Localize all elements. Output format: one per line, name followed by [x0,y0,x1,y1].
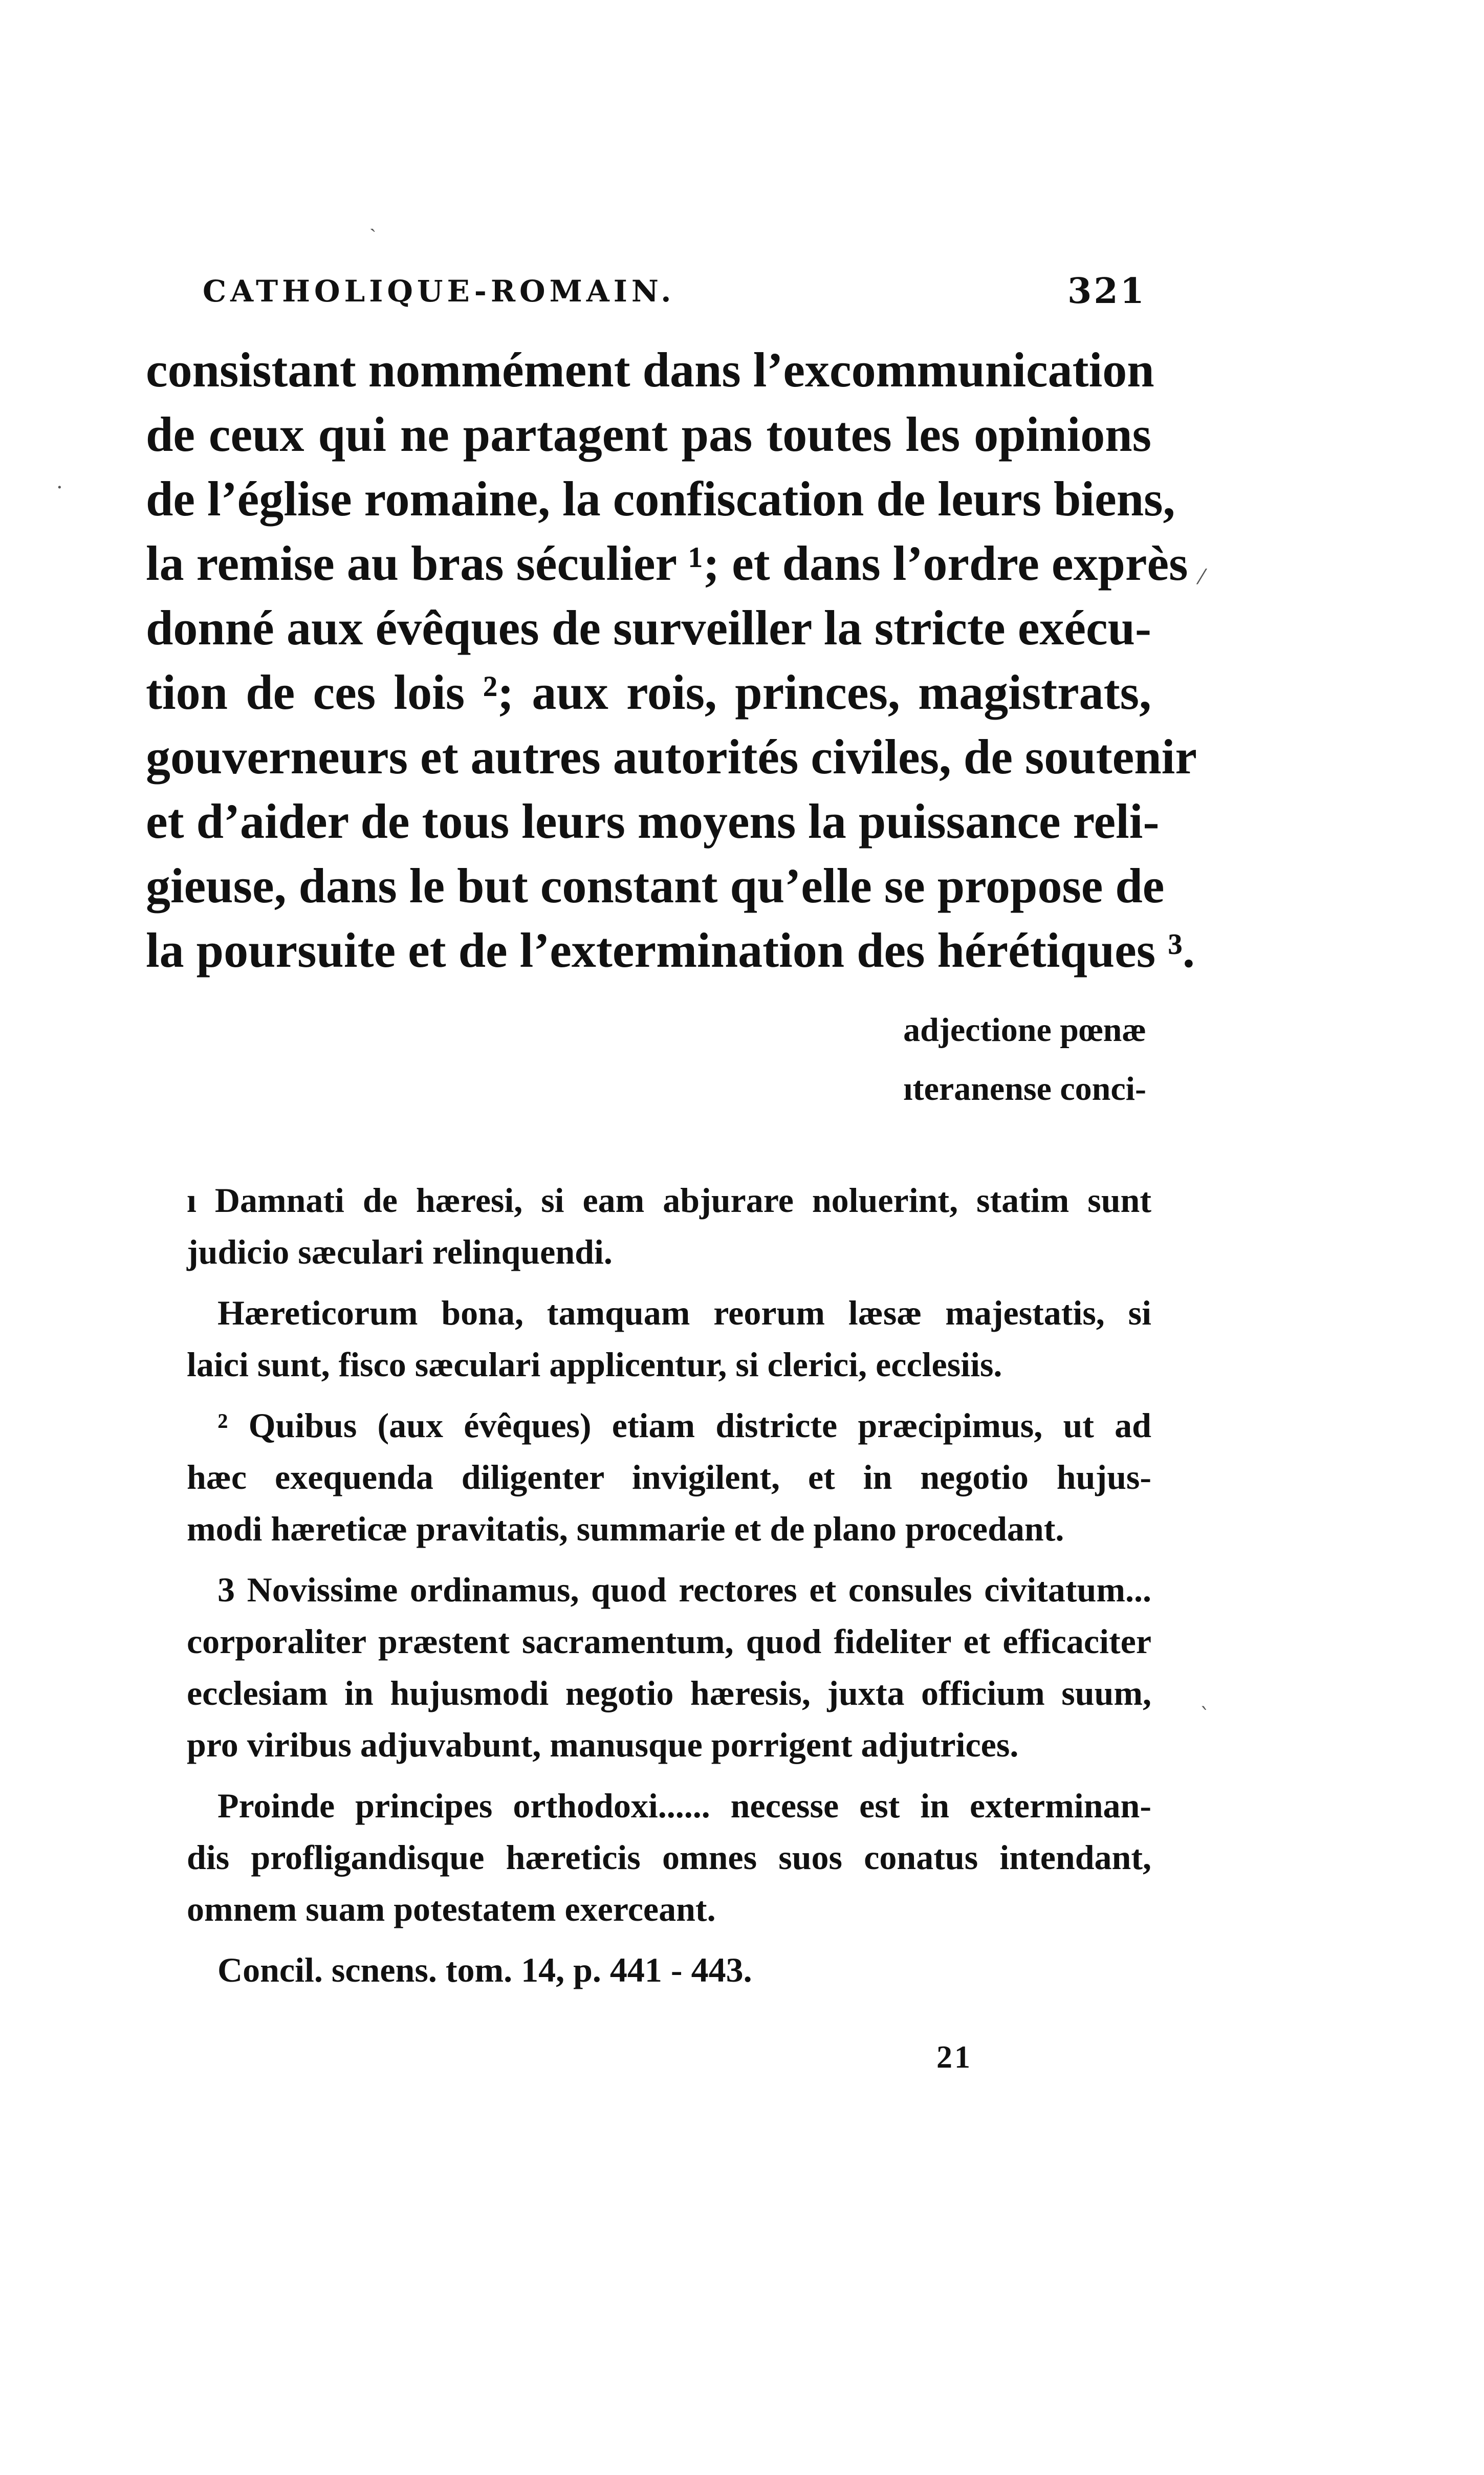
text-line: et d’aider de tous leurs moyens la puissance reli- [146,794,1160,849]
text-line: de ceux qui ne partagent pas toutes les opinions [146,407,1151,462]
main-text [146,338,1197,983]
footnote-line: omnem suam potestatem exerceant. [187,1890,716,1928]
footnote-line: hæc exequenda diligenter invigilent, et in negotio hujus- [187,1458,1151,1496]
page-number: 321 [1067,271,1146,312]
footnote-line: Hæreticorum bona, tamquam reorum læsæ majestatis, si [217,1293,1151,1332]
running-header [202,271,1146,315]
running-title: CATHOLIQUE-ROMAIN. [203,274,675,309]
footnote-line: dis profligandisque hæreticis omnes suos conatus intendant, [187,1838,1151,1877]
text-line: la poursuite et de l’extermination des hérétiques ³. [146,923,1195,978]
text-line: tion de ces lois ²; aux rois, princes, magistrats, [146,665,1151,720]
footnote-line: Concil. scnens. tom. 14, p. 441 - 443. [217,1950,752,1989]
footnote-line: laici sunt, fisco sæculari applicentur, si clerici, ecclesiis. [187,1345,1002,1384]
stray-mark: · [56,476,63,500]
footnote-line: 3 Novissime ordinamus, quod rectores et consules civitatum... [217,1570,1151,1609]
footnote-line: ı Damnati de hæresi, si eam abjurare noluerint, statim sunt [187,1181,1151,1220]
footnote-line: ² Quibus (aux évêques) etiam districte præcipimus, ut ad [217,1406,1151,1445]
text-line: donné aux évêques de surveiller la stricte exécu- [146,600,1151,655]
text-line: gouverneurs et autres autorités civiles, de soutenir [146,729,1197,784]
stray-mark: ˴ [369,215,377,239]
footnote-line: judicio sæculari relinquendi. [187,1232,613,1271]
text-line: de l’église romaine, la confiscation de leurs biens, [146,471,1175,526]
footnote-line: Proinde principes orthodoxi...... necesse est in exterminan- [217,1786,1151,1825]
stray-mark: ⁄ [1200,566,1204,589]
footnote-line: pro viribus adjuvabunt, manusque porrigent adjutrices. [187,1725,1019,1764]
text-line: la remise au bras séculier ¹; et dans l’ordre exprès [146,536,1188,591]
bleed-through-line: ıteranense conci- [903,1070,1146,1108]
footnote-line: modi hæreticæ pravitatis, summarie et de plano procedant. [187,1509,1064,1548]
footnote-line: ecclesiam in hujusmodi negotio hæresis, juxta officium suum, [187,1674,1151,1712]
signature-mark: 21 [936,2040,972,2075]
footnote-line: corporaliter præstent sacramentum, quod fideliter et efficaciter [187,1622,1151,1661]
text-line: gieuse, dans le but constant qu’elle se propose de [146,858,1165,913]
stray-mark: ˋ [1200,1704,1210,1728]
footnotes [187,1175,1151,1996]
bleed-through-line: adjectione pœnæ [903,1011,1146,1049]
text-line: consistant nommément dans l’excommunication [146,342,1154,397]
